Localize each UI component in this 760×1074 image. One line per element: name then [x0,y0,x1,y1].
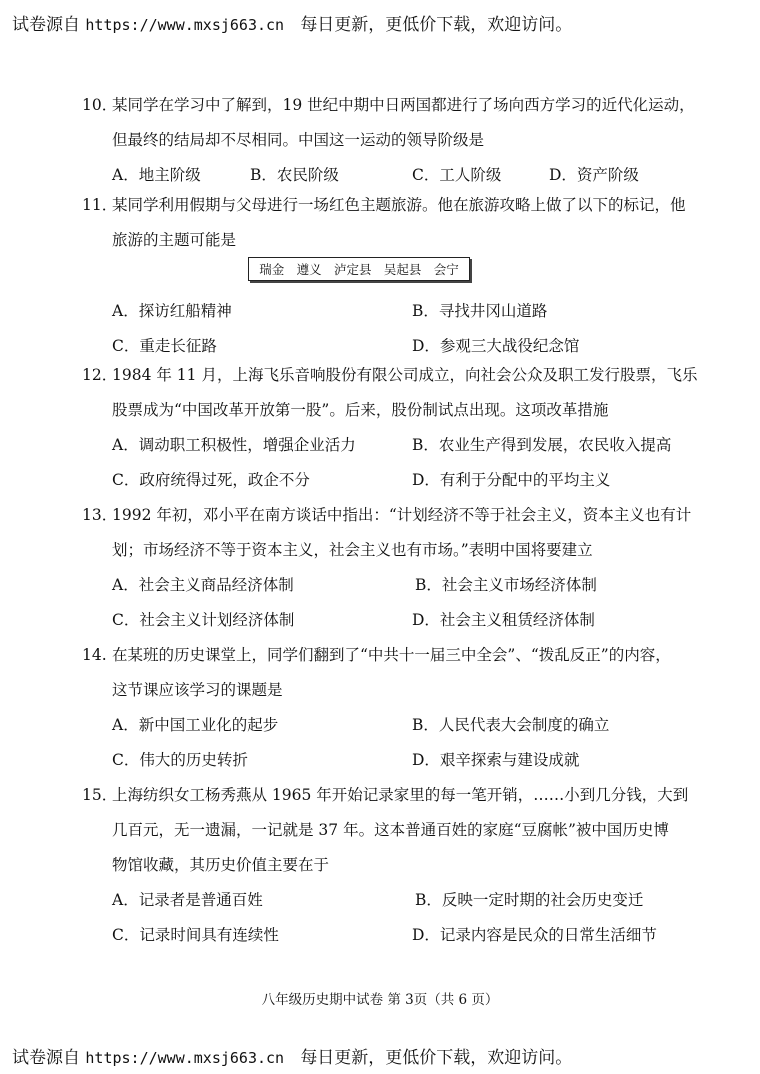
banner-site-name: 试卷源自 [12,1048,80,1068]
option-d[interactable]: D．社会主义租赁经济体制 [412,611,595,629]
route-place: 遵义 [296,262,322,277]
option-a[interactable]: A．地主阶级 [112,166,201,184]
question-text-line: 上海纺织女工杨秀燕从 1965 年开始记录家里的每一笔开销，……小到几分钱，大到 [112,786,689,804]
question-text-line: 某同学在学习中了解到，19 世纪中期中日两国都进行了场向西方学习的近代化运动， [112,96,695,114]
option-c[interactable]: C．记录时间具有连续性 [112,926,279,944]
route-place: 吴起县 [383,262,422,277]
page-footer: 八年级历史期中试卷 第 3页（共 6 页） [261,992,499,1008]
question-text-line: 在某班的历史课堂上，同学们翻到了“中共十一届三中全会”、“拨乱反正”的内容， [112,646,671,664]
question-text-line: 某同学利用假期与父母进行一场红色主题旅游。他在旅游攻略上做了以下的标记，他 [112,196,686,214]
question-text-line: 几百元，无一遗漏，一记就是 37 年。这本普通百姓的家庭“豆腐帐”被中国历史博 [112,821,669,839]
banner-slogan: 每日更新，更低价下载，欢迎访问。 [300,15,573,35]
option-b[interactable]: B．农业生产得到发展，农民收入提高 [412,436,672,454]
option-d[interactable]: D．有利于分配中的平均主义 [412,471,611,489]
options-row [82,568,682,603]
option-a[interactable]: A．调动职工积极性，增强企业活力 [112,436,356,454]
option-a[interactable]: A．社会主义商品经济体制 [112,576,294,594]
question-text-line: 旅游的主题可能是 [112,231,237,249]
question-text-line: 1984 年 11 月，上海飞乐音响股份有限公司成立，向社会公众及职工发行股票，飞乐 [112,366,698,384]
options-row [82,708,682,743]
question-15 [82,778,689,953]
banner-site-name: 试卷源自 [12,15,80,35]
option-c[interactable]: C．伟大的历史转折 [112,751,248,769]
question-number: 15． [82,786,118,804]
option-a[interactable]: A．探访红船精神 [112,302,232,320]
question-text-line: 物馆收藏，其历史价值主要在于 [112,856,330,874]
question-10 [82,88,695,193]
option-d[interactable]: D．参观三大战役纪念馆 [412,337,580,355]
question-number: 12． [82,366,118,384]
option-d[interactable]: D．记录内容是民众的日常生活细节 [412,926,657,944]
question-number: 14. [82,646,107,664]
question-number: 11． [82,196,118,214]
question-text-line: 1992 年初，邓小平在南方谈话中指出：“计划经济不等于社会主义，资本主义也有计 [112,506,692,524]
question-number: 10． [82,96,118,114]
header-banner [12,10,572,35]
footer-banner [12,1043,572,1068]
question-text-line: 这节课应该学习的课题是 [112,681,283,699]
option-b[interactable]: B．社会主义市场经济体制 [415,576,597,594]
route-place: 瑞金 [259,262,285,277]
route-place: 会宁 [433,262,459,277]
options-row [82,294,682,329]
options-row [82,428,682,463]
options-row [82,603,682,638]
option-a[interactable]: A．记录者是普通百姓 [112,891,263,909]
options-row [82,918,682,953]
options-row [82,883,682,918]
question-13 [82,498,692,638]
option-c[interactable]: C．重走长征路 [112,337,217,355]
option-b[interactable]: B．农民阶级 [250,166,339,184]
question-text-line: 但最终的结局却不尽相同。中国这一运动的领导阶级是 [112,131,485,149]
banner-url[interactable]: https://www.mxsj663.cn [85,1049,285,1067]
option-d[interactable]: D．资产阶级 [549,166,639,184]
banner-url[interactable]: https://www.mxsj663.cn [85,16,285,34]
option-b[interactable]: B．反映一定时期的社会历史变迁 [415,891,644,909]
option-c[interactable]: C．社会主义计划经济体制 [112,611,295,629]
question-14 [82,638,682,778]
route-place: 泸定县 [333,262,372,277]
option-c[interactable]: C．政府统得过死，政企不分 [112,471,310,489]
option-b[interactable]: B．寻找井冈山道路 [412,302,548,320]
options-row [82,463,682,498]
option-d[interactable]: D．艰辛探索与建设成就 [412,751,580,769]
question-text-line: 划；市场经济不等于资本主义，社会主义也有市场。”表明中国将要建立 [112,541,593,559]
travel-route-box [248,257,470,281]
question-number: 13． [82,506,118,524]
option-c[interactable]: C．工人阶级 [412,166,502,184]
option-a[interactable]: A．新中国工业化的起步 [112,716,279,734]
option-b[interactable]: B．人民代表大会制度的确立 [412,716,610,734]
question-12 [82,358,698,498]
banner-slogan: 每日更新，更低价下载，欢迎访问。 [300,1048,573,1068]
question-text-line: 股票成为“中国改革开放第一股”。后来，股份制试点出现。这项改革措施 [112,401,609,419]
options-row [82,743,682,778]
